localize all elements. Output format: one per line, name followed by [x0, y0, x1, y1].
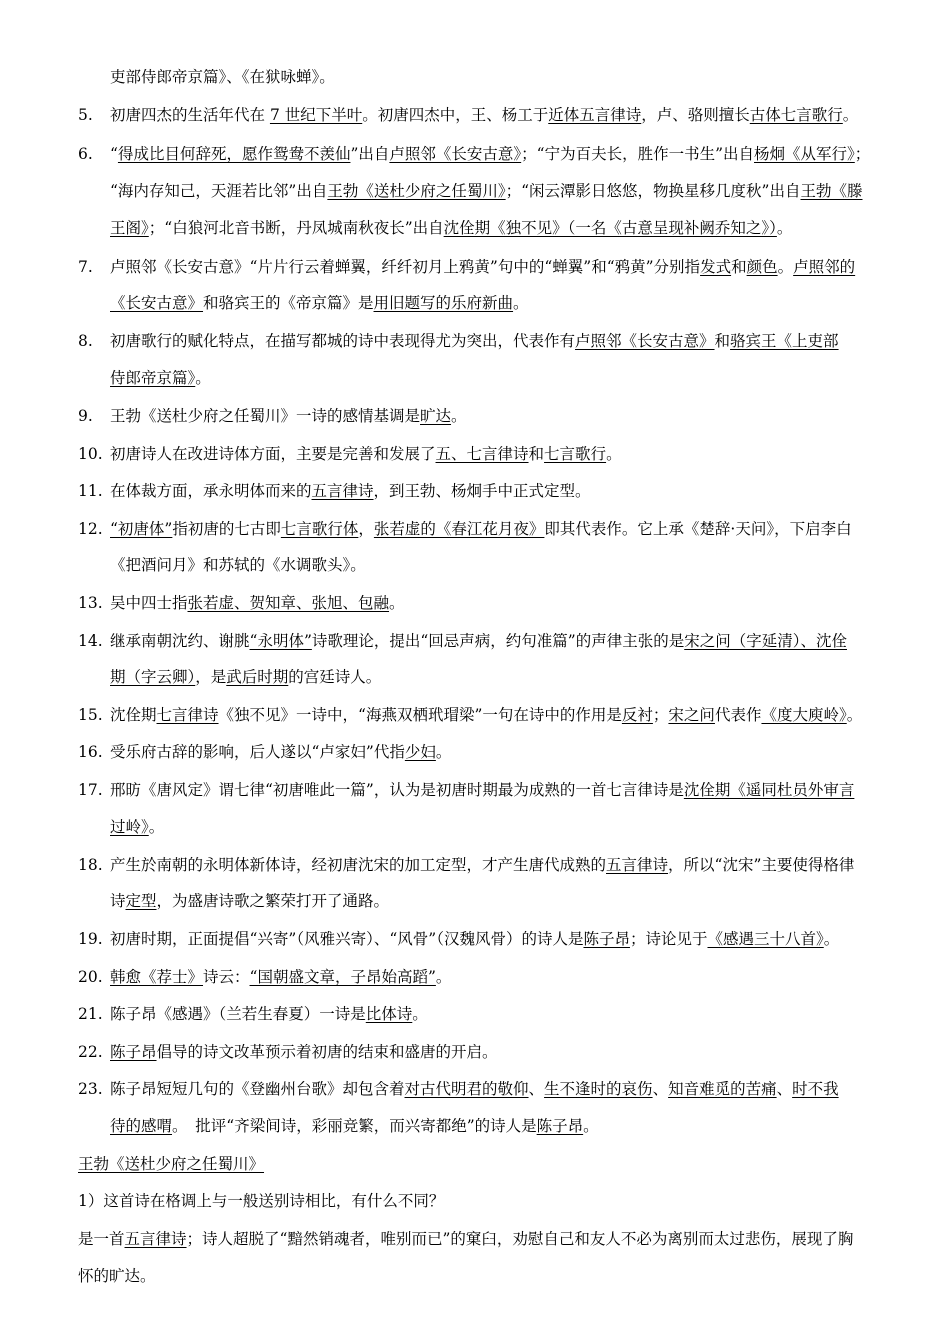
item-number: 17.	[78, 781, 103, 799]
item-number: 6.	[78, 145, 93, 163]
text-line: 陈子昂《感遇》（兰若生春夏）一诗是比体诗。	[110, 1005, 428, 1023]
text-line: 陈子昂短短几句的《登幽州台歌》却包含着对古代明君的敬仰、生不逢时的哀伤、知音难觅的苦痛、时不我	[110, 1080, 839, 1098]
item-number: 8.	[78, 332, 93, 350]
item-number: 18.	[78, 856, 103, 874]
item-number: 9.	[78, 407, 93, 425]
item-number: 23.	[78, 1080, 103, 1098]
question: 1）这首诗在格调上与一般送别诗相比，有什么不同？	[78, 1192, 445, 1210]
item-number: 19.	[78, 930, 103, 948]
item-number: 22.	[78, 1043, 103, 1061]
text-line: 受乐府古辞的影响，后人遂以“卢家妇”代指少妇。	[110, 743, 452, 761]
text-line: “海内存知己，天涯若比邻”出自王勃《送杜少府之任蜀川》；“闲云潭影日悠悠，物换星移几度秋”出自王勃《滕	[110, 182, 863, 200]
answer-line: 怀的旷达。	[78, 1267, 156, 1285]
item-number: 20.	[78, 968, 103, 986]
text-line: 沈佺期七言律诗《独不见》一诗中，“海燕双栖玳瑁梁”一句在诗中的作用是反衬；宋之问代表作《度大庾岭》。	[110, 706, 863, 724]
text-line: 陈子昂倡导的诗文改革预示着初唐的结束和盛唐的开启。	[110, 1043, 498, 1061]
text-line: 过岭》。	[110, 818, 165, 836]
item-number: 21.	[78, 1005, 103, 1023]
item-number: 11.	[78, 482, 103, 500]
text-line: 卢照邻《长安古意》“片片行云着蝉翼，纤纤初月上鸦黄”句中的“蝉翼”和“鸦黄”分别指发式和颜色。卢照邻的	[110, 258, 856, 276]
text-line: 《把酒问月》和苏轼的《水调歌头》。	[110, 556, 366, 574]
text-line: 侍郎帝京篇》。	[110, 369, 211, 387]
text-line: 继承南朝沈约、谢朓“永明体”诗歌理论，提出“回忌声病，约句准篇”的声律主张的是宋之问（字延清）、沈佺	[110, 632, 847, 650]
item-number: 12.	[78, 520, 103, 538]
text-line: 王阁》；“白狼河北音书断，丹凤城南秋夜长”出自沈佺期《独不见》（一名《古意呈现补阙乔知之》）。	[110, 219, 793, 237]
text-line: 邢昉《唐风定》谓七律“初唐唯此一篇”，认为是初唐时期最为成熟的一首七言律诗是沈佺期《遥同杜员外审言	[110, 781, 855, 799]
text-line: 吴中四士指张若虚、贺知章、张旭、包融。	[110, 594, 405, 612]
text-line: 初唐四杰的生活年代在 7 世纪下半叶。初唐四杰中，王、杨工于近体五言律诗，卢、骆则擅长古体七言歌行。	[110, 106, 859, 124]
text-line: 诗定型，为盛唐诗歌之繁荣打开了通路。	[110, 892, 390, 910]
item-number: 16.	[78, 743, 103, 761]
text-line: 初唐歌行的赋化特点，在描写都城的诗中表现得尤为突出，代表作有卢照邻《长安古意》和骆宾王《上吏部	[110, 332, 839, 350]
text-line: 《长安古意》和骆宾王的《帝京篇》是用旧题写的乐府新曲。	[110, 294, 529, 312]
text-line: 吏部侍郎帝京篇》、《在狱咏蝉》。	[110, 68, 335, 86]
item-number: 10.	[78, 445, 103, 463]
text-line: 在体裁方面，承永明体而来的五言律诗，到王勃、杨炯手中正式定型。	[110, 482, 591, 500]
item-number: 14.	[78, 632, 103, 650]
section-heading: 王勃《送杜少府之任蜀川》	[78, 1155, 265, 1173]
text-line: 产生於南朝的永明体新体诗，经初唐沈宋的加工定型，才产生唐代成熟的五言律诗，所以“沈宋”主要使得格律	[110, 856, 855, 874]
text-line: “得成比目何辞死，愿作鸳鸯不羡仙”出自卢照邻《长安古意》；“宁为百夫长，胜作一书生”出自杨炯《从军行》；	[110, 145, 871, 163]
text-line: 期（字云卿），是武后时期的宫廷诗人。	[110, 668, 382, 686]
text-line: 初唐诗人在改进诗体方面，主要是完善和发展了五、七言律诗和七言歌行。	[110, 445, 622, 463]
item-number: 15.	[78, 706, 103, 724]
text-line: “初唐体”指初唐的七古即七言歌行体，张若虚的《春江花月夜》即其代表作。它上承《楚辞·天问》，下启李白	[110, 520, 852, 538]
text-line: 待的感喟。 批评“齐梁间诗，彩丽竞繁，而兴寄都绝”的诗人是陈子昂。	[110, 1117, 599, 1135]
text-line: 初唐时期，正面提倡“兴寄”（风雅兴寄）、“风骨”（汉魏风骨）的诗人是陈子昂；诗论见于《感遇三十八首》。	[110, 930, 840, 948]
answer-line: 是一首五言律诗；诗人超脱了“黯然销魂者，唯别而已”的窠臼，劝慰自己和友人不必为离别而太过悲伤，展现了胸	[78, 1230, 854, 1248]
item-number: 7.	[78, 258, 93, 276]
item-number: 13.	[78, 594, 103, 612]
text-line: 韩愈《荐士》诗云：“国朝盛文章，子昂始高蹈”。	[110, 968, 452, 986]
item-number: 5.	[78, 106, 93, 124]
text-line: 王勃《送杜少府之任蜀川》一诗的感情基调是旷达。	[110, 407, 467, 425]
